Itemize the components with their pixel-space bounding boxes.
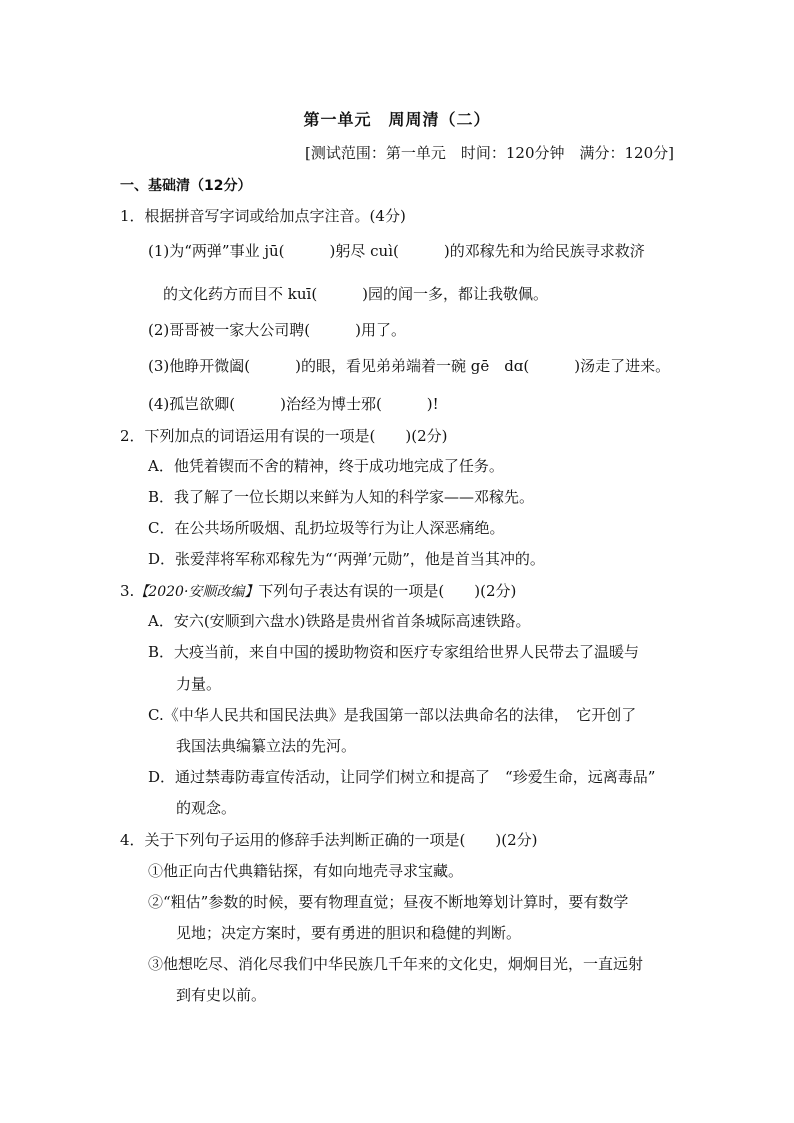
- test-scope-info: [测试范围：第一单元 时间：120分钟 满分：120分]: [305, 144, 674, 162]
- question-3-option-b-line-1: B．大疫当前，来自中国的援助物资和医疗专家组给世界人民带去了温暖与: [148, 643, 640, 661]
- question-1-item-1-line-2: 的文化药方而目不 kuī( )园的闻一多，都让我敬佩。: [163, 285, 549, 303]
- question-3-option-b-line-2: 力量。: [176, 675, 222, 693]
- question-4-sentence-2-line-2: 见地；决定方案时，要有勇进的胆识和稳健的判断。: [176, 924, 522, 942]
- question-1-item-3: (3)他睁开微阖( )的眼，看见弟弟端着一碗 gē dɑ( )汤走了进来。: [148, 357, 671, 375]
- question-4-sentence-3-line-1: ③他想吃尽、消化尽我们中华民族几千年来的文化史，炯炯目光，一直远射: [148, 955, 644, 973]
- question-2-option-c: C．在公共场所吸烟、乱扔垃圾等行为让人深恶痛绝。: [148, 519, 505, 537]
- question-3-number: 3.: [120, 582, 135, 600]
- question-4-stem: 4．关于下列句子运用的修辞手法判断正确的一项是( )(2分): [120, 831, 538, 849]
- question-1-stem: 1．根据拼音写字词或给加点字注音。(4分): [120, 207, 406, 225]
- question-2-option-d: D．张爱萍将军称邓稼先为“‘两弹’元勋”，他是首当其冲的。: [148, 550, 545, 568]
- question-3-stem-text: 下列句子表达有误的一项是( )(2分): [258, 582, 517, 600]
- question-4-sentence-2-line-1: ②“粗估”参数的时候，要有物理直觉；昼夜不断地筹划计算时，要有数学: [148, 893, 629, 911]
- question-1-item-1-line-1: (1)为“两弹”事业 jū( )躬尽 cuì( )的邓稼先和为给民族寻求救济: [148, 242, 645, 260]
- question-4-sentence-1: ①他正向古代典籍钻探，有如向地壳寻求宝藏。: [148, 862, 464, 880]
- question-3-option-a: A．安六(安顺到六盘水)铁路是贵州省首条城际高速铁路。: [148, 612, 531, 630]
- question-3-option-c-line-1: C.《中华人民共和国民法典》是我国第一部以法典命名的法律， 它开创了: [148, 706, 637, 724]
- page-title: 第一单元 周周清（二）: [303, 110, 491, 129]
- question-4-sentence-3-line-2: 到有史以前。: [176, 986, 267, 1004]
- question-2-stem: 2．下列加点的词语运用有误的一项是( )(2分): [120, 427, 448, 445]
- question-3-option-d-line-1: D．通过禁毒防毒宣传活动，让同学们树立和提高了 “珍爱生命，远离毒品”: [148, 768, 656, 786]
- question-2-option-b: B．我了解了一位长期以来鲜为人知的科学家——邓稼先。: [148, 488, 535, 506]
- question-3-option-c-line-2: 我国法典编纂立法的先河。: [176, 737, 357, 755]
- question-3-option-d-line-2: 的观念。: [176, 799, 237, 817]
- question-1-item-4: (4)孤岂欲卿( )治经为博士邪( )!: [148, 395, 439, 413]
- question-2-option-a: A．他凭着锲而不舍的精神，终于成功地完成了任务。: [148, 457, 504, 475]
- question-3-stem: [120, 581, 516, 602]
- question-3-source: 【2020·安顺改编】: [134, 584, 259, 600]
- question-1-item-2: (2)哥哥被一家大公司聘( )用了。: [148, 321, 406, 339]
- section-heading-basics: 一、基础清（12分）: [120, 178, 252, 194]
